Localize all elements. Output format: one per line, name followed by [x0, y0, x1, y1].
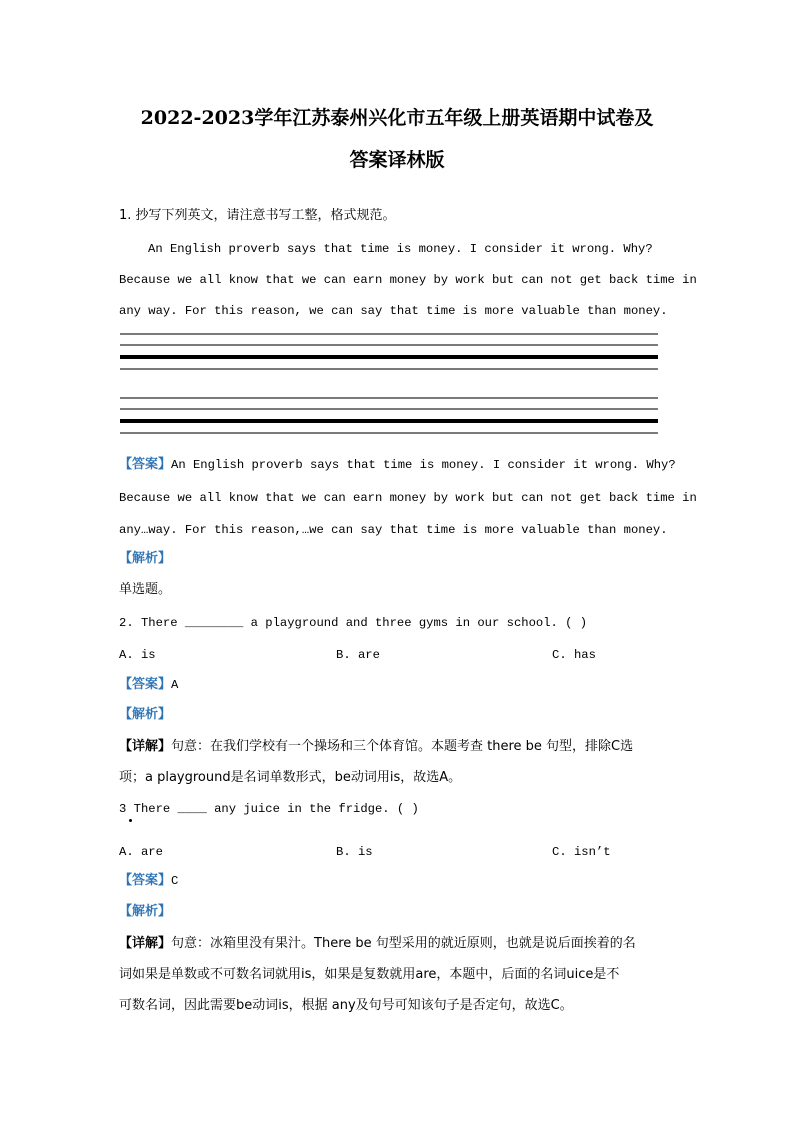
q2-option-b: B. are [336, 648, 380, 662]
q1-prompt: 1. 抄写下列英文，请注意书写工整，格式规范。 [119, 208, 396, 223]
q1-passage-line-2: Because we all know that we can earn money by work but can not get back time in [119, 273, 697, 287]
writing-line [120, 368, 658, 370]
q2-stem: 2. There ________ a playground and three gyms in our school. ( ) [119, 616, 588, 630]
q3-analysis-tag: 【解析】 [119, 904, 172, 919]
q3-answer-line [119, 872, 178, 890]
q1-answer-line-3: any…way. For this reason,…we can say that time is more valuable than money. [119, 523, 668, 537]
writing-line [120, 344, 658, 346]
q1-passage-line-1: An English proverb says that time is money. I consider it wrong. Why? [148, 242, 653, 256]
q2-analysis-tag: 【解析】 [119, 707, 172, 722]
q2-answer-line [119, 676, 178, 694]
detail-tag: 【详解】 [119, 739, 172, 754]
q2-option-c: C. has [552, 648, 596, 662]
q2-option-a: A. is [119, 648, 156, 662]
q3-option-c: C. isn’t [552, 845, 611, 859]
q3-stem: 3 There ____ any juice in the fridge. ( ) [119, 802, 419, 816]
detail-tag: 【详解】 [119, 936, 172, 951]
q3-number-dot [129, 819, 132, 822]
answer-tag: 【答案】 [119, 873, 172, 888]
q1-answer-line-1 [119, 456, 676, 474]
document-title-line-1: 2022-2023学年江苏泰州兴化市五年级上册英语期中试卷及 [140, 107, 654, 129]
answer-tag: 【答案】 [119, 457, 172, 472]
q3-detail-line-1 [119, 935, 636, 953]
q3-option-b: B. is [336, 845, 373, 859]
q1-answer-text-1: An English proverb says that time is money. I consider it wrong. Why? [171, 458, 676, 472]
document-title-line-2: 答案译林版 [349, 149, 445, 171]
answer-tag: 【答案】 [119, 677, 172, 692]
writing-line [120, 408, 658, 410]
writing-line [120, 355, 658, 359]
q1-analysis-text: 单选题。 [119, 582, 172, 597]
q1-answer-line-2: Because we all know that we can earn money by work but can not get back time in [119, 491, 697, 505]
writing-line [120, 397, 658, 399]
writing-line [120, 419, 658, 423]
q3-option-a: A. are [119, 845, 163, 859]
q2-detail-line-2: 项；a playground是名词单数形式，be动词用is，故选A。 [119, 770, 462, 785]
q3-detail-line-3: 可数名词，因此需要be动词is，根据 any及句号可知该句子是否定句，故选C。 [119, 998, 573, 1013]
q3-detail-line-2: 词如果是单数或不可数名词就用is，如果是复数就用are，本题中，后面的名词uice是不 [119, 967, 620, 982]
q2-detail-text-1: 句意：在我们学校有一个操场和三个体育馆。本题考查 there be 句型，排除C选 [171, 739, 634, 754]
q1-passage-line-3: any way. For this reason, we can say that time is more valuable than money. [119, 304, 668, 318]
writing-line [120, 432, 658, 434]
q3-detail-text-1: 句意：冰箱里没有果汁。There be 句型采用的就近原则，也就是说后面挨着的名 [171, 936, 636, 951]
writing-line [120, 333, 658, 335]
q1-analysis-tag: 【解析】 [119, 551, 172, 566]
q3-answer-value: C [171, 874, 179, 888]
q2-answer-value: A [171, 678, 179, 692]
q2-detail-line-1 [119, 738, 633, 756]
